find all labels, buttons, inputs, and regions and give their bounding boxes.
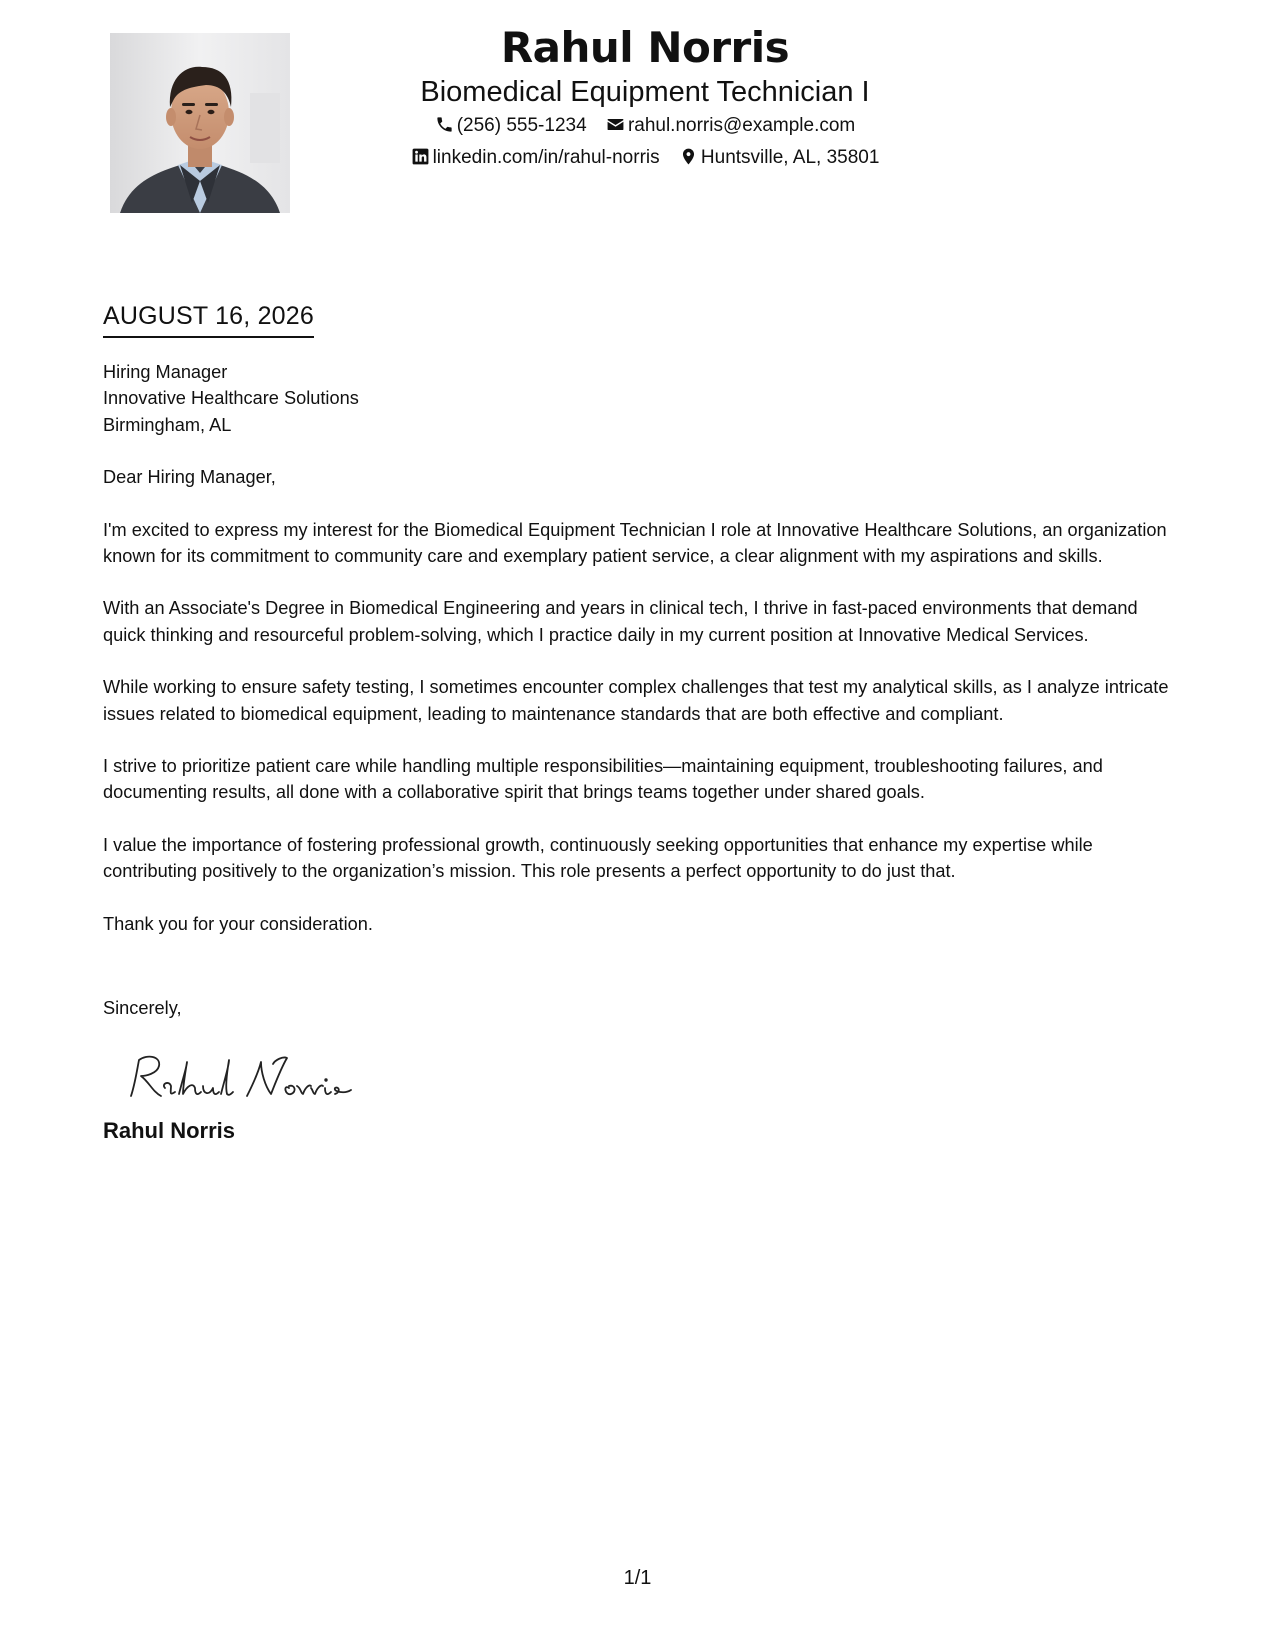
paragraph-thanks: Thank you for your consideration.	[103, 913, 373, 934]
phone-icon	[435, 115, 454, 134]
paragraph: While working to ensure safety testing, I sometimes encounter complex challenges that test my analytical skills, as I analyze intricate issues related to biomedical equipment, leading to maintenance standards that are both effective and compliant.	[103, 677, 1169, 724]
recipient-name: Hiring Manager	[103, 362, 228, 382]
letter-date: AUGUST 16, 2026	[103, 298, 314, 338]
paragraph: With an Associate's Degree in Biomedical Engineering and years in clinical tech, I thrive in fast-paced environments that demand quick thinking and resourceful problem-solving, which I practice daily in my current position at Innovative Medical Services.	[103, 598, 1138, 645]
linkedin-icon	[411, 147, 430, 166]
recipient-block	[103, 359, 1183, 438]
map-pin-icon	[679, 147, 698, 166]
contact-linkedin	[411, 142, 660, 174]
closing: Sincerely,	[103, 998, 182, 1019]
signed-name: Rahul Norris	[103, 1117, 236, 1143]
profile-photo	[110, 33, 290, 213]
recipient-company: Innovative Healthcare Solutions	[103, 388, 359, 409]
handwritten-signature	[125, 1048, 1183, 1106]
paragraph: I value the importance of fostering professional growth, continuously seeking opportunities that enhance my expertise while contributing positively to the organization’s mission. This role presents a perfect opportunity to do just that.	[103, 834, 1093, 882]
linkedin-text: linkedin.com/in/rahul-norris	[432, 147, 660, 168]
salutation: Dear Hiring Manager,	[103, 467, 276, 488]
paragraph: I'm excited to express my interest for the Biomedical Equipment Technician I role at Innovative Healthcare Solutions, an organization known for its commitment to community care and exemplary patient service, a clear alignment with my aspirations and skills.	[103, 519, 1167, 567]
recipient-city: Birmingham, AL	[103, 414, 232, 435]
phone-text: (256) 555-1234	[456, 115, 587, 136]
letter-header	[300, 22, 990, 174]
contact-email	[606, 110, 855, 142]
applicant-name: Rahul Norris	[500, 23, 790, 72]
envelope-icon	[606, 115, 625, 134]
contact-line-2	[300, 142, 990, 174]
page-number: 1/1	[623, 1567, 652, 1589]
letter-date-block	[103, 298, 314, 338]
location-text: Huntsville, AL, 35801	[700, 147, 880, 168]
paragraph: I strive to prioritize patient care while handling multiple responsibilities—maintaining equipment, troubleshooting failures, and documenting results, all done with a collaborative spirit that brings teams together under shared goals.	[103, 756, 1103, 803]
contact-line-1	[300, 110, 990, 142]
contact-phone	[435, 110, 587, 142]
letter-body	[103, 359, 1183, 1146]
applicant-title: Biomedical Equipment Technician I	[420, 76, 870, 108]
contact-location	[679, 142, 880, 174]
email-text: rahul.norris@example.com	[627, 115, 856, 136]
